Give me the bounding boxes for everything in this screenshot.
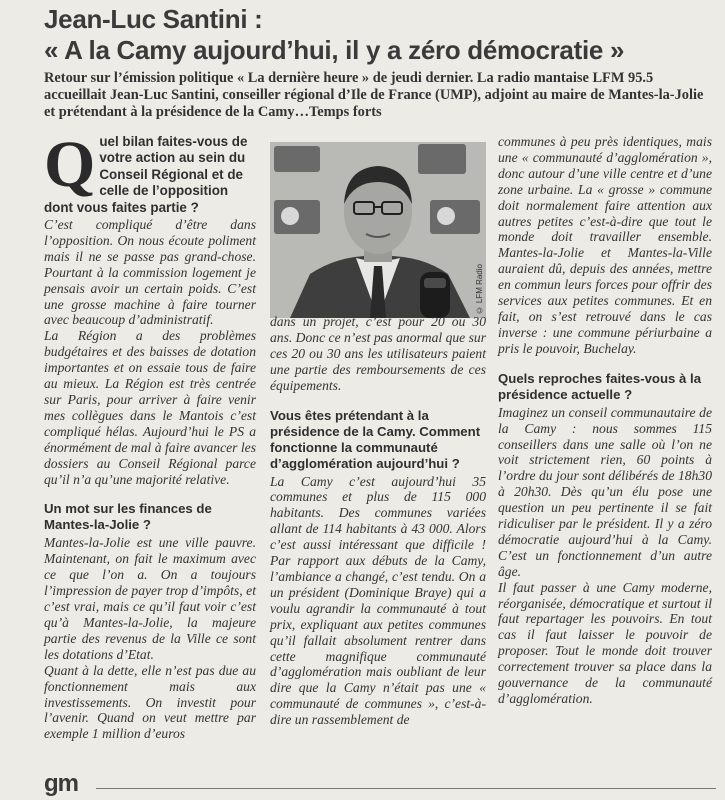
question-3: Vous êtes prétendant à la présidence de la Camy. Comment fonctionne la communauté d’agglomération aujourd’hui ? xyxy=(270,407,481,471)
answer-3-paragraph-1: La Camy c’est aujourd’hui 35 communes et plus de 115 000 habitants. Des communes variées allant de 114 habitants à 43 000. Alors c’est aussi intéressant que difficile ! Par rapport aux débuts de la Camy, l’ambiance a changé, c’est tendu. On a un président (Dominique Braye) qui a voulu agrandir la communauté à tout prix, expliquant aux petites communes qu’il fallait absolument rentrer dans cette magnifique communauté d’agglomération mais oubliant de leur dire que la Camy n’était pas une « communauté de communes », c’est-à-dire un rassemblement de xyxy=(270,473,486,728)
photo-credit: © LFM Radio xyxy=(475,263,484,314)
article-lead: Retour sur l’émission politique « La dernière heure » de jeudi dernier. La radio mantaise LFM 95.5 accueillait Jean-Luc Santini, conseiller régional d’Ile de France (UMP), adjoint au maire de Mantes-la-Jolie et prétendant à la présidence de la Camy…Temps forts xyxy=(44,70,704,120)
column-1 xyxy=(44,128,256,742)
answer-4-paragraph-2: Il faut passer à une Camy moderne, réorganisée, démocratique et surtout il faut repartager les pouvoirs. En tout cas il faut laisser le pouvoir de proposer. Tout le monde doit trouver correctement trouver sa place dans la gouvernance de la communauté d’agglomération. xyxy=(498,579,712,706)
question-1 xyxy=(44,128,256,216)
question-1-text: uel bilan faites-vous de votre action au sein du Conseil Régional et de celle de l’opposition dont vous faites partie ? xyxy=(44,134,248,215)
answer-2-paragraph-1: Mantes-la-Jolie est une ville pauvre. Maintenant, on fait le maximum avec ce que l’on a. On a toujours l’impression de payer trop d’impôts, et c’est vrai, mais ce qu’il faut voir c’est qu’à Mantes-la-Jolie, la majeure partie des revenus de la Ville ce sont les dotations d’Etat. xyxy=(44,535,256,662)
answer-3-paragraph-2: communes à peu près identiques, mais une « communauté d’agglomération », donc autour d’une ville centre et d’une zone urbaine. La « grosse » commune doit normalement faire attention aux autres petites c’est-à-dire que tout le monde doit travailler ensemble. Mantes-la-Jolie et Mantes-la-Ville auraient dû, depuis des années, mettre en commun leurs forces pour offrir des services aux petites communes. Et en fait, on s’est retrouvé dans le cas inverse : une commune périurbaine a pris le pouvoir, Buchelay. xyxy=(498,134,712,356)
answer-2-paragraph-2: Quant à la dette, elle n’est pas due au fonctionnement mais aux investissements. On investit pour l’avenir. Quand on veut mettre par exemple 1 million d’euros xyxy=(44,662,256,742)
drop-cap: Q xyxy=(44,128,96,201)
answer-2-paragraph-3: dans un projet, c’est pour 20 ou 30 ans. Donc ce n’est pas anormal que sur ces 20 ou 30 ans les utilisateurs paient une partie des remboursements de ces équipements. xyxy=(270,314,486,393)
title-line-1: Jean-Luc Santini : xyxy=(44,4,263,34)
footer-rule xyxy=(96,788,716,789)
column-2 xyxy=(270,314,486,728)
column-3 xyxy=(498,134,712,707)
interview-photo xyxy=(270,142,486,318)
question-2: Un mot sur les finances de Mantes-la-Jolie ? xyxy=(44,501,212,533)
question-4: Quels reproches faites-vous à la présidence actuelle ? xyxy=(498,370,702,402)
answer-1-paragraph-2: La Région a des problèmes budgétaires et des baisses de dotation importantes et on essaie tous de faire au mieux. La Région est très centrée sur Paris, pour arriver à faire venir mes collègues dans le Mantois c’est compliqué hélas. Aujourd’hui le PS a énormément de mal à faire avancer les dossiers au Conseil Régional parce qu’il n’a qu’une majorité relative. xyxy=(44,328,256,487)
answer-1-paragraph-1: C’est compliqué d’être dans l’opposition. On nous écoute poliment mais il ne se passe pas grand-chose. Pourtant à la commission logement je pensais avoir un certain poids. C’est une grosse machine à faire tourner avec beaucoup d’administratif. xyxy=(44,217,256,328)
answer-4-paragraph-1: Imaginez un conseil communautaire de la Camy : nous sommes 115 conseillers dans une salle où l’on ne voit strictement rien, 60 points à l’ordre du jour sont délibérés de 18h30 à 20h30. Dès qu’un élu pose une question un peu pertinente il se fait ridiculiser par le président. Il y a zéro démocratie aujourd’hui à la Camy. C’est un fonctionnement d’un autre âge. xyxy=(498,404,712,579)
title-line-2: « A la Camy aujourd’hui, il y a zéro démocratie » xyxy=(44,35,625,65)
publication-folio-logo: gm xyxy=(44,770,78,797)
article-title xyxy=(44,4,714,66)
portrait-illustration xyxy=(270,142,486,318)
